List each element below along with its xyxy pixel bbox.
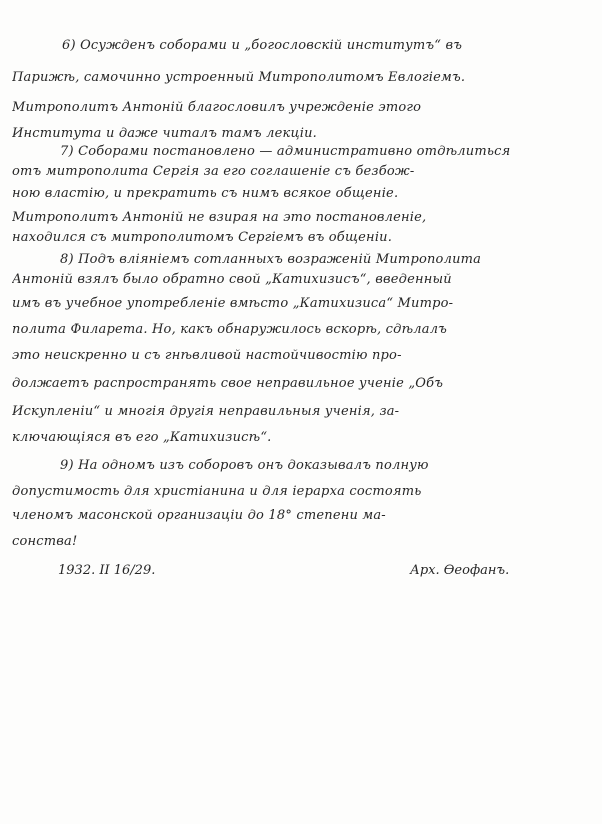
text-line-11: Антоній взялъ было обратно свой „Катихизисъ“, введенный	[12, 272, 452, 287]
text-line-10: 8) Подъ вліяніемъ сотланныхъ возраженій Митрополита	[60, 252, 482, 267]
text-line-16: Искупленіи“ и многія другія неправильныя ученія, за-	[12, 404, 400, 419]
document-date: 1932. II 16/29.	[58, 563, 156, 578]
text-line-9: находился съ митрополитомъ Сергіемъ въ общеніи.	[12, 230, 393, 245]
text-line-1: 6) Осужденъ соборами и „богословскій институтъ“ въ	[62, 38, 463, 53]
text-line-3: Митрополитъ Антоній благословилъ учрежденіе этого	[12, 100, 422, 115]
text-line-17: ключающіяся въ его „Катихизисѣ“.	[12, 430, 272, 445]
text-line-7: ною властію, и прекратить съ нимъ всякое общеніе.	[12, 186, 399, 201]
text-line-14: это неискренно и съ гнѣвливой настойчивостію про-	[12, 348, 402, 363]
text-line-12: имъ въ учебное употребленіе вмѣсто „Катихизиса“ Митро-	[12, 296, 454, 311]
text-line-2: Парижѣ, самочинно устроенный Митрополитомъ Евлогіемъ.	[12, 70, 466, 85]
text-line-19: допустимость для христіанина и для іерарха состоять	[12, 484, 422, 499]
text-line-4: Института и даже читалъ тамъ лекціи.	[12, 126, 317, 141]
text-line-13: полита Филарета. Но, какъ обнаружилось вскорѣ, сдѣлалъ	[12, 322, 448, 337]
text-line-18: 9) На одномъ изъ соборовъ онъ доказывалъ полную	[60, 458, 429, 473]
text-line-5: 7) Соборами постановлено — административно отдѣлиться	[60, 144, 511, 159]
text-line-6: отъ митрополита Сергія за его соглашеніе съ безбож-	[12, 164, 415, 179]
author-signature: Арх. Ѳеофанъ.	[410, 563, 510, 578]
text-line-8: Митрополитъ Антоній не взирая на это постановленіе,	[12, 210, 427, 225]
text-line-15: должаетъ распространять свое неправильное ученіе „Объ	[12, 376, 444, 391]
text-line-21: сонства!	[12, 534, 78, 549]
text-line-20: членомъ масонской организаціи до 18° степени ма-	[12, 508, 386, 523]
